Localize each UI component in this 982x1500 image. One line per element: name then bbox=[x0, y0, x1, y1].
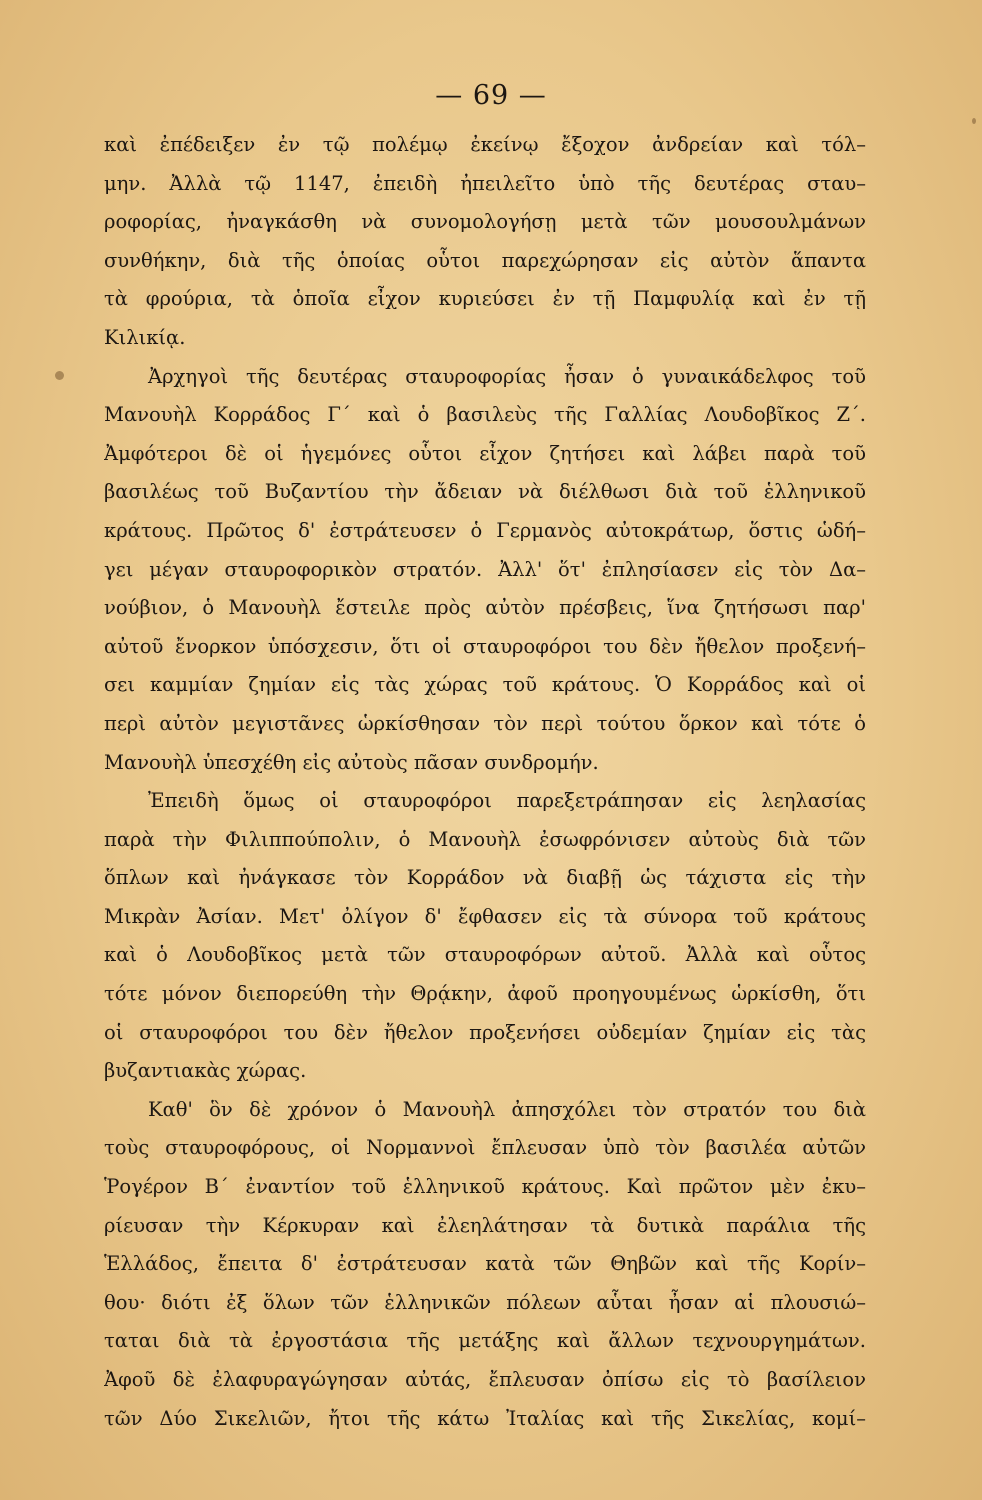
text-line: Κιλικίᾳ. bbox=[104, 325, 186, 349]
text-line: τότε μόνον διεπορεύθη τὴν Θρᾴκην, ἀφοῦ προηγουμένως ὡρκίσθη, ὅτι bbox=[104, 982, 866, 1006]
text-line: καὶ ἐπέδειξεν ἐν τῷ πολέμῳ ἐκείνῳ ἔξοχον ἀνδρείαν καὶ τόλ– bbox=[104, 133, 866, 156]
text-line: κράτους. Πρῶτος δ' ἐστράτευσεν ὁ Γερμανὸς αὐτοκράτωρ, ὅστις ὡδή– bbox=[104, 518, 866, 542]
text-line: γει μέγαν σταυροφορικὸν στρατόν. Ἀλλ' ὅτ' ἐπλησίασεν εἰς τὸν Δα– bbox=[104, 557, 866, 581]
paper-blemish bbox=[55, 371, 64, 380]
text-line: ταται διὰ τὰ ἐργοστάσια τῆς μετάξης καὶ ἄλλων τεχνουργημάτων. bbox=[104, 1329, 866, 1353]
body-text bbox=[104, 126, 866, 1438]
text-line: συνθήκην, διὰ τῆς ὁποίας οὗτοι παρεχώρησαν εἰς αὐτὸν ἅπαντα bbox=[104, 248, 866, 272]
text-line: Ἀρχηγοὶ τῆς δευτέρας σταυροφορίας ἦσαν ὁ γυναικάδελφος τοῦ bbox=[148, 364, 866, 388]
text-line: σει καμμίαν ζημίαν εἰς τὰς χώρας τοῦ κράτους. Ὁ Κορράδος καὶ οἱ bbox=[104, 673, 866, 697]
text-line: Ἑλλάδος, ἔπειτα δ' ἐστράτευσαν κατὰ τῶν Θηβῶν καὶ τῆς Κορίν– bbox=[104, 1252, 866, 1276]
text-line: καὶ ὁ Λουδοβῖκος μετὰ τῶν σταυροφόρων αὐτοῦ. Ἀλλὰ καὶ οὗτος bbox=[104, 943, 866, 967]
text-line: Μικρὰν Ἀσίαν. Μετ' ὀλίγον δ' ἔφθασεν εἰς τὰ σύνορα τοῦ κράτους bbox=[104, 904, 866, 928]
text-line: Ἀμφότεροι δὲ οἱ ἡγεμόνες οὗτοι εἶχον ζητήσει καὶ λάβει παρὰ τοῦ bbox=[104, 441, 866, 465]
text-line: παρὰ τὴν Φιλιππούπολιν, ὁ Μανουὴλ ἐσωφρόνισεν αὐτοὺς διὰ τῶν bbox=[104, 827, 866, 851]
text-line: Ἐπειδὴ ὅμως οἱ σταυροφόροι παρεξετράπησαν εἰς λεηλασίας bbox=[148, 789, 866, 813]
text-line: ροφορίας, ἠναγκάσθη νὰ συνομολογήσῃ μετὰ τῶν μουσουλμάνων bbox=[104, 210, 866, 234]
text-line: μην. Ἀλλὰ τῷ 1147, ἐπειδὴ ἠπειλεῖτο ὑπὸ τῆς δευτέρας σταυ– bbox=[104, 171, 866, 195]
text-line: τῶν Δύο Σικελιῶν, ἤτοι τῆς κάτω Ἰταλίας καὶ τῆς Σικελίας, κομί– bbox=[104, 1406, 866, 1430]
text-line: βυζαντιακὰς χώρας. bbox=[104, 1059, 307, 1083]
text-line: Καθ' ὃν δὲ χρόνον ὁ Μανουὴλ ἀπησχόλει τὸν στρατόν του διὰ bbox=[148, 1097, 866, 1121]
text-line: ὅπλων καὶ ἠνάγκασε τὸν Κορράδον νὰ διαβῇ ὡς τάχιστα εἰς τὴν bbox=[104, 866, 866, 890]
text-line: ρίευσαν τὴν Κέρκυραν καὶ ἐλεηλάτησαν τὰ δυτικὰ παράλια τῆς bbox=[104, 1213, 866, 1237]
page-number: — 69 — bbox=[435, 80, 547, 111]
text-line: νούβιον, ὁ Μανουὴλ ἔστειλε πρὸς αὐτὸν πρέσβεις, ἵνα ζητήσωσι παρ' bbox=[104, 596, 866, 620]
text-line: Ῥογέρον Β΄ ἐναντίον τοῦ ἑλληνικοῦ κράτους. Καὶ πρῶτον μὲν ἐκυ– bbox=[104, 1175, 866, 1199]
text-line: Ἀφοῦ δὲ ἐλαφυραγώγησαν αὐτάς, ἔπλευσαν ὀπίσω εἰς τὸ βασίλειον bbox=[104, 1368, 866, 1391]
text-line: τοὺς σταυροφόρους, οἱ Νορμαννοὶ ἔπλευσαν ὑπὸ τὸν βασιλέα αὐτῶν bbox=[104, 1136, 866, 1160]
text-line: τὰ φρούρια, τὰ ὁποῖα εἶχον κυριεύσει ἐν τῇ Παμφυλίᾳ καὶ ἐν τῇ bbox=[104, 287, 866, 311]
text-line: Μανουὴλ Κορράδος Γ΄ καὶ ὁ βασιλεὺς τῆς Γαλλίας Λουδοβῖκος Ζ΄. bbox=[104, 403, 866, 427]
text-line: οἱ σταυροφόροι του δὲν ἤθελον προξενήσει οὐδεμίαν ζημίαν εἰς τὰς bbox=[104, 1020, 866, 1044]
text-line: περὶ αὐτὸν μεγιστᾶνες ὡρκίσθησαν τὸν περὶ τούτου ὅρκον καὶ τότε ὁ bbox=[104, 711, 866, 735]
text-line: αὐτοῦ ἔνορκον ὑπόσχεσιν, ὅτι οἱ σταυροφόροι του δὲν ἤθελον προξενή– bbox=[104, 634, 866, 658]
text-line: βασιλέως τοῦ Βυζαντίου τὴν ἄδειαν νὰ διέλθωσι διὰ τοῦ ἑλληνικοῦ bbox=[104, 480, 866, 504]
text-line: θου· διότι ἐξ ὅλων τῶν ἑλληνικῶν πόλεων αὗται ἦσαν αἱ πλουσιώ– bbox=[104, 1290, 866, 1314]
paper-blemish bbox=[972, 118, 976, 124]
text-line: Μανουὴλ ὑπεσχέθη εἰς αὐτοὺς πᾶσαν συνδρομήν. bbox=[104, 750, 599, 774]
